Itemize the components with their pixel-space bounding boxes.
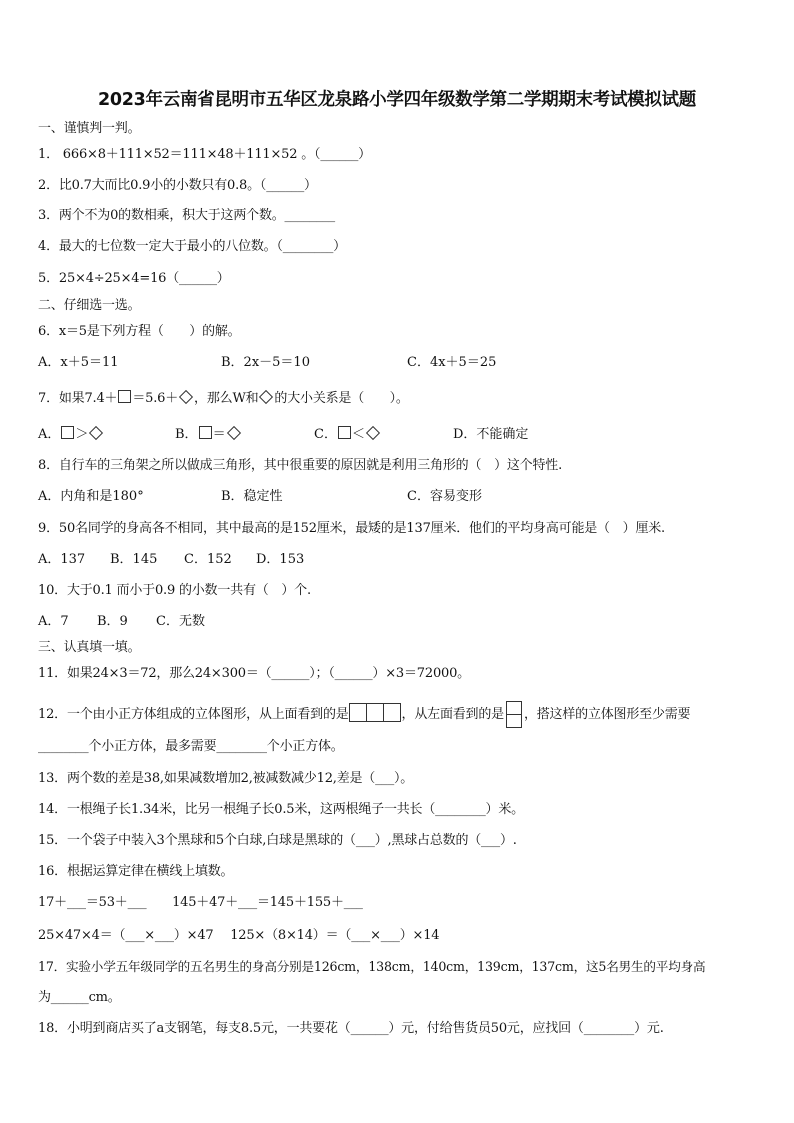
square-placeholder-icon xyxy=(338,426,351,439)
question-8: 8．自行车的三角架之所以做成三角形，其中很重要的原因就是利用三角形的（ ）这个特性. xyxy=(38,458,563,473)
question-5: 5．25×4÷25×4=16（______） xyxy=(38,271,230,286)
q7a-relation: ＞ xyxy=(75,427,89,442)
q7c-relation: ＜ xyxy=(351,427,365,442)
question-11: 11．如果24×3＝72，那么24×300＝（______）；（______）×3＝72000。 xyxy=(38,666,470,681)
q10-option-b: B．9 xyxy=(97,614,128,629)
two-squares-column-icon xyxy=(506,701,522,728)
question-1: 1． 666×8＋111×52＝111×48＋111×52 。（______） xyxy=(38,147,371,162)
q9-option-d: D．153 xyxy=(256,552,305,567)
question-17-line-2: 为______cm。 xyxy=(38,990,121,1005)
diamond-placeholder-icon xyxy=(366,426,380,440)
q7-text-mid2: ，那么W和 xyxy=(194,391,259,406)
q12-text-end: ，搭这样的立体图形至少需要 xyxy=(523,707,691,722)
q6-option-b: B．2x－5＝10 xyxy=(221,355,310,370)
diamond-placeholder-icon xyxy=(259,390,273,404)
question-17: 17．实验小学五年级同学的五名男生的身高分别是126cm，138cm，140cm，139cm，137cm，这5名男生的平均身高 xyxy=(38,959,706,974)
diamond-placeholder-icon xyxy=(227,426,241,440)
question-4: 4．最大的七位数一定大于最小的八位数。（________） xyxy=(38,239,346,254)
question-16: 16．根据运算定律在横线上填数。 xyxy=(38,864,234,879)
q7-text-start: 7．如果7.4＋ xyxy=(38,391,118,406)
q7b-relation: ＝ xyxy=(212,427,226,442)
question-3: 3．两个不为0的数相乘，积大于这两个数。________ xyxy=(38,208,335,223)
question-2: 2．比0.7大而比0.9小的小数只有0.8。（______） xyxy=(38,178,317,193)
q9-option-c: C．152 xyxy=(184,552,232,567)
q7-option-a xyxy=(38,426,104,444)
question-9: 9．50名同学的身高各不相同，其中最高的是152厘米，最矮的是137厘米．他们的平均身高可能是（ ）厘米. xyxy=(38,521,665,536)
q9-option-a: A．137 xyxy=(38,552,86,567)
question-12 xyxy=(38,701,690,728)
question-12-line-2: ________个小正方体，最多需要________个小正方体。 xyxy=(38,739,344,754)
section-heading-fill: 三、认真填一填。 xyxy=(38,640,141,655)
q7-option-b xyxy=(175,426,242,444)
question-6: 6．x＝5是下列方程（ ）的解。 xyxy=(38,324,241,339)
question-10: 10．大于0.1 而小于0.9 的小数一共有（ ）个. xyxy=(38,583,311,598)
section-heading-judge: 一、谨慎判一判。 xyxy=(38,121,141,136)
question-7 xyxy=(38,390,409,408)
q6-option-a: A．x＋5＝11 xyxy=(38,355,119,370)
q8-option-b: B．稳定性 xyxy=(221,489,283,504)
q8-option-c: C．容易变形 xyxy=(407,489,482,504)
q7-text-mid1: ＝5.6＋ xyxy=(132,391,179,406)
square-placeholder-icon xyxy=(118,390,131,403)
q6-option-c: C．4x＋5＝25 xyxy=(407,355,497,370)
diamond-placeholder-icon xyxy=(89,426,103,440)
q8-option-a: A．内角和是180° xyxy=(38,489,144,504)
q10-option-c: C．无数 xyxy=(156,614,205,629)
q7-text-end: 的大小关系是（ ）。 xyxy=(274,391,409,406)
q7b-label: B． xyxy=(175,427,198,442)
question-15: 15．一个袋子中装入3个黑球和5个白球,白球是黑球的（___）,黑球占总数的（___）. xyxy=(38,833,517,848)
question-14: 14．一根绳子长1.34米，比另一根绳子长0.5米，这两根绳子一共长（________）米。 xyxy=(38,802,524,817)
question-16-line-1: 17＋___＝53＋___ 145＋47＋___＝145＋155＋___ xyxy=(38,895,363,910)
q9-option-b: B．145 xyxy=(110,552,158,567)
q7-option-c xyxy=(314,426,381,444)
q12-text-mid: ，从左面看到的是 xyxy=(401,707,504,722)
page-title: 2023年云南省昆明市五华区龙泉路小学四年级数学第二学期期末考试模拟试题 xyxy=(98,90,696,110)
question-16-line-2: 25×47×4＝（___×___）×47 125×（8×14）＝（___×___）×14 xyxy=(38,928,440,943)
q12-text-start: 12．一个由小正方体组成的立体图形，从上面看到的是 xyxy=(38,707,349,722)
diamond-placeholder-icon xyxy=(179,390,193,404)
question-18: 18．小明到商店买了a支钢笔，每支8.5元，一共要花（______）元，付给售货员50元，应找回（________）元. xyxy=(38,1021,664,1036)
question-13: 13．两个数的差是38,如果减数增加2,被减数减少12,差是（___）。 xyxy=(38,771,414,786)
q10-option-a: A．7 xyxy=(38,614,69,629)
q7-option-d: D．不能确定 xyxy=(453,427,529,442)
three-squares-row-icon xyxy=(350,703,401,728)
section-heading-choose: 二、仔细选一选。 xyxy=(38,298,141,313)
q7a-label: A． xyxy=(38,427,61,442)
q7c-label: C． xyxy=(314,427,337,442)
square-placeholder-icon xyxy=(61,426,74,439)
square-placeholder-icon xyxy=(199,426,212,439)
